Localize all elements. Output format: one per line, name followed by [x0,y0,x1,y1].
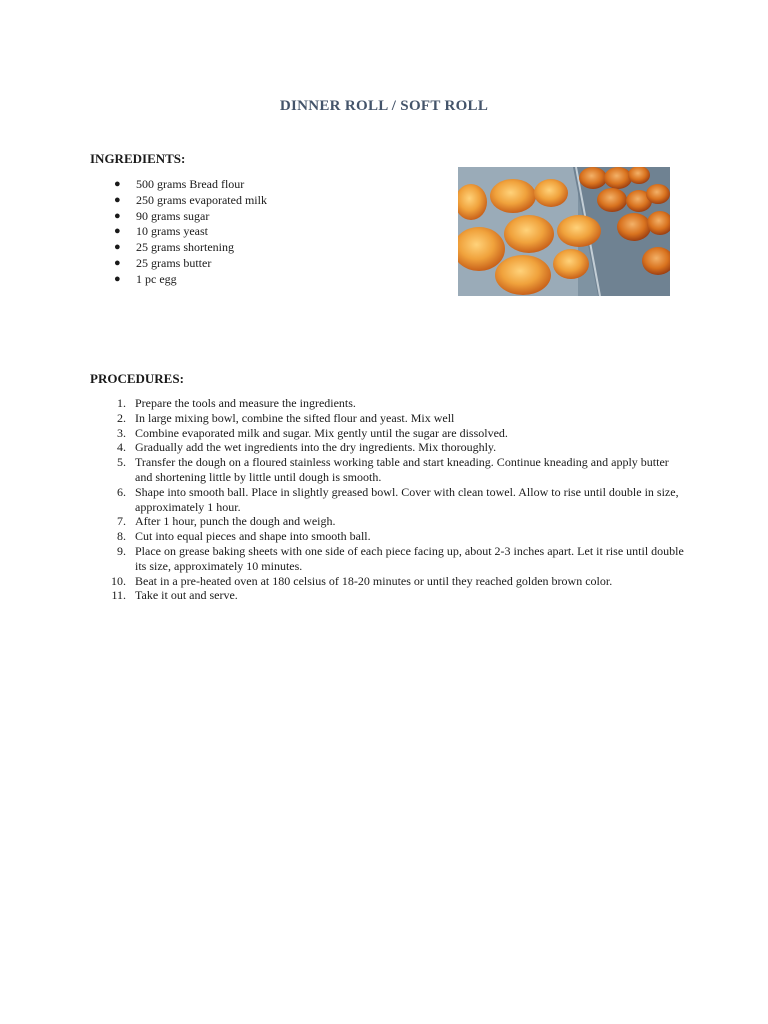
procedure-step: 1. Prepare the tools and measure the ingredients. [106,396,686,411]
dinner-rolls-illustration [458,167,670,296]
ingredient-item: ● 25 grams butter [114,255,212,270]
bullet-icon: ● [114,225,121,238]
procedure-step: 9. Place on grease baking sheets with one side of each piece facing up, about 2-3 inches apart. Let it rise until double its size, approximately 10 minutes. [106,544,686,574]
step-number: 9. [117,543,126,558]
procedure-step: 8. Cut into equal pieces and shape into smooth ball. [106,529,686,544]
roll [604,167,632,189]
ingredient-item: ● 1 pc egg [114,271,177,286]
step-number: 8. [117,529,126,544]
procedure-step: 6. Shape into smooth ball. Place in slightly greased bowl. Cover with clean towel. Allow to rise until double in size, approximately 1 hour. [106,485,686,515]
ingredient-item: ● 250 grams evaporated milk [114,192,267,207]
bullet-icon: ● [114,209,121,222]
roll [495,255,551,295]
roll [534,179,568,207]
step-number: 7. [117,514,126,529]
ingredients-heading: INGREDIENTS: [90,151,186,166]
bullet-icon: ● [114,178,121,190]
step-number: 4. [117,440,126,455]
ingredient-list [110,177,267,288]
procedure-step: 5. Transfer the dough on a floured stainless working table and start kneading. Continue kneading and apply butter and shortening little by little until dough is smooth. [106,455,686,485]
roll [553,249,589,279]
roll [579,167,607,189]
step-number: 6. [117,484,126,499]
procedure-step: 3. Combine evaporated milk and sugar. Mix gently until the sugar are dissolved. [106,426,686,441]
ingredient-item: ● 90 grams sugar [114,208,210,223]
roll [504,215,554,253]
roll [617,213,651,241]
step-number: 11. [111,588,126,603]
bullet-icon: ● [114,256,121,269]
step-number: 3. [117,425,126,440]
bullet-icon: ● [114,193,121,206]
step-number: 5. [117,455,126,470]
roll [646,184,670,204]
ingredient-item: ● 25 grams shortening [114,240,234,255]
step-number: 10. [111,573,126,588]
procedures-heading: PROCEDURES: [90,371,184,386]
procedure-step: 7. After 1 hour, punch the dough and weigh. [106,514,686,529]
bullet-icon: ● [114,272,121,285]
procedure-step: 11. Take it out and serve. [106,588,686,603]
dinner-rolls-photo [458,167,670,296]
procedure-step: 2. In large mixing bowl, combine the sifted flour and yeast. Mix well [106,411,686,426]
roll [597,188,627,212]
bullet-icon: ● [114,241,121,254]
roll [557,215,601,247]
ingredient-item: ● 10 grams yeast [114,224,208,239]
ingredient-item: ● 500 grams Bread flour [114,177,245,191]
procedure-step: 10. Beat in a pre-heated oven at 180 celsius of 18-20 minutes or until they reached golden brown color. [106,574,686,589]
roll [490,179,536,213]
procedure-step: 4. Gradually add the wet ingredients into the dry ingredients. Mix thoroughly. [106,440,686,455]
step-number: 1. [117,396,126,410]
step-number: 2. [117,410,126,425]
procedure-list [106,396,686,603]
page-title: DINNER ROLL / SOFT ROLL [279,98,489,114]
